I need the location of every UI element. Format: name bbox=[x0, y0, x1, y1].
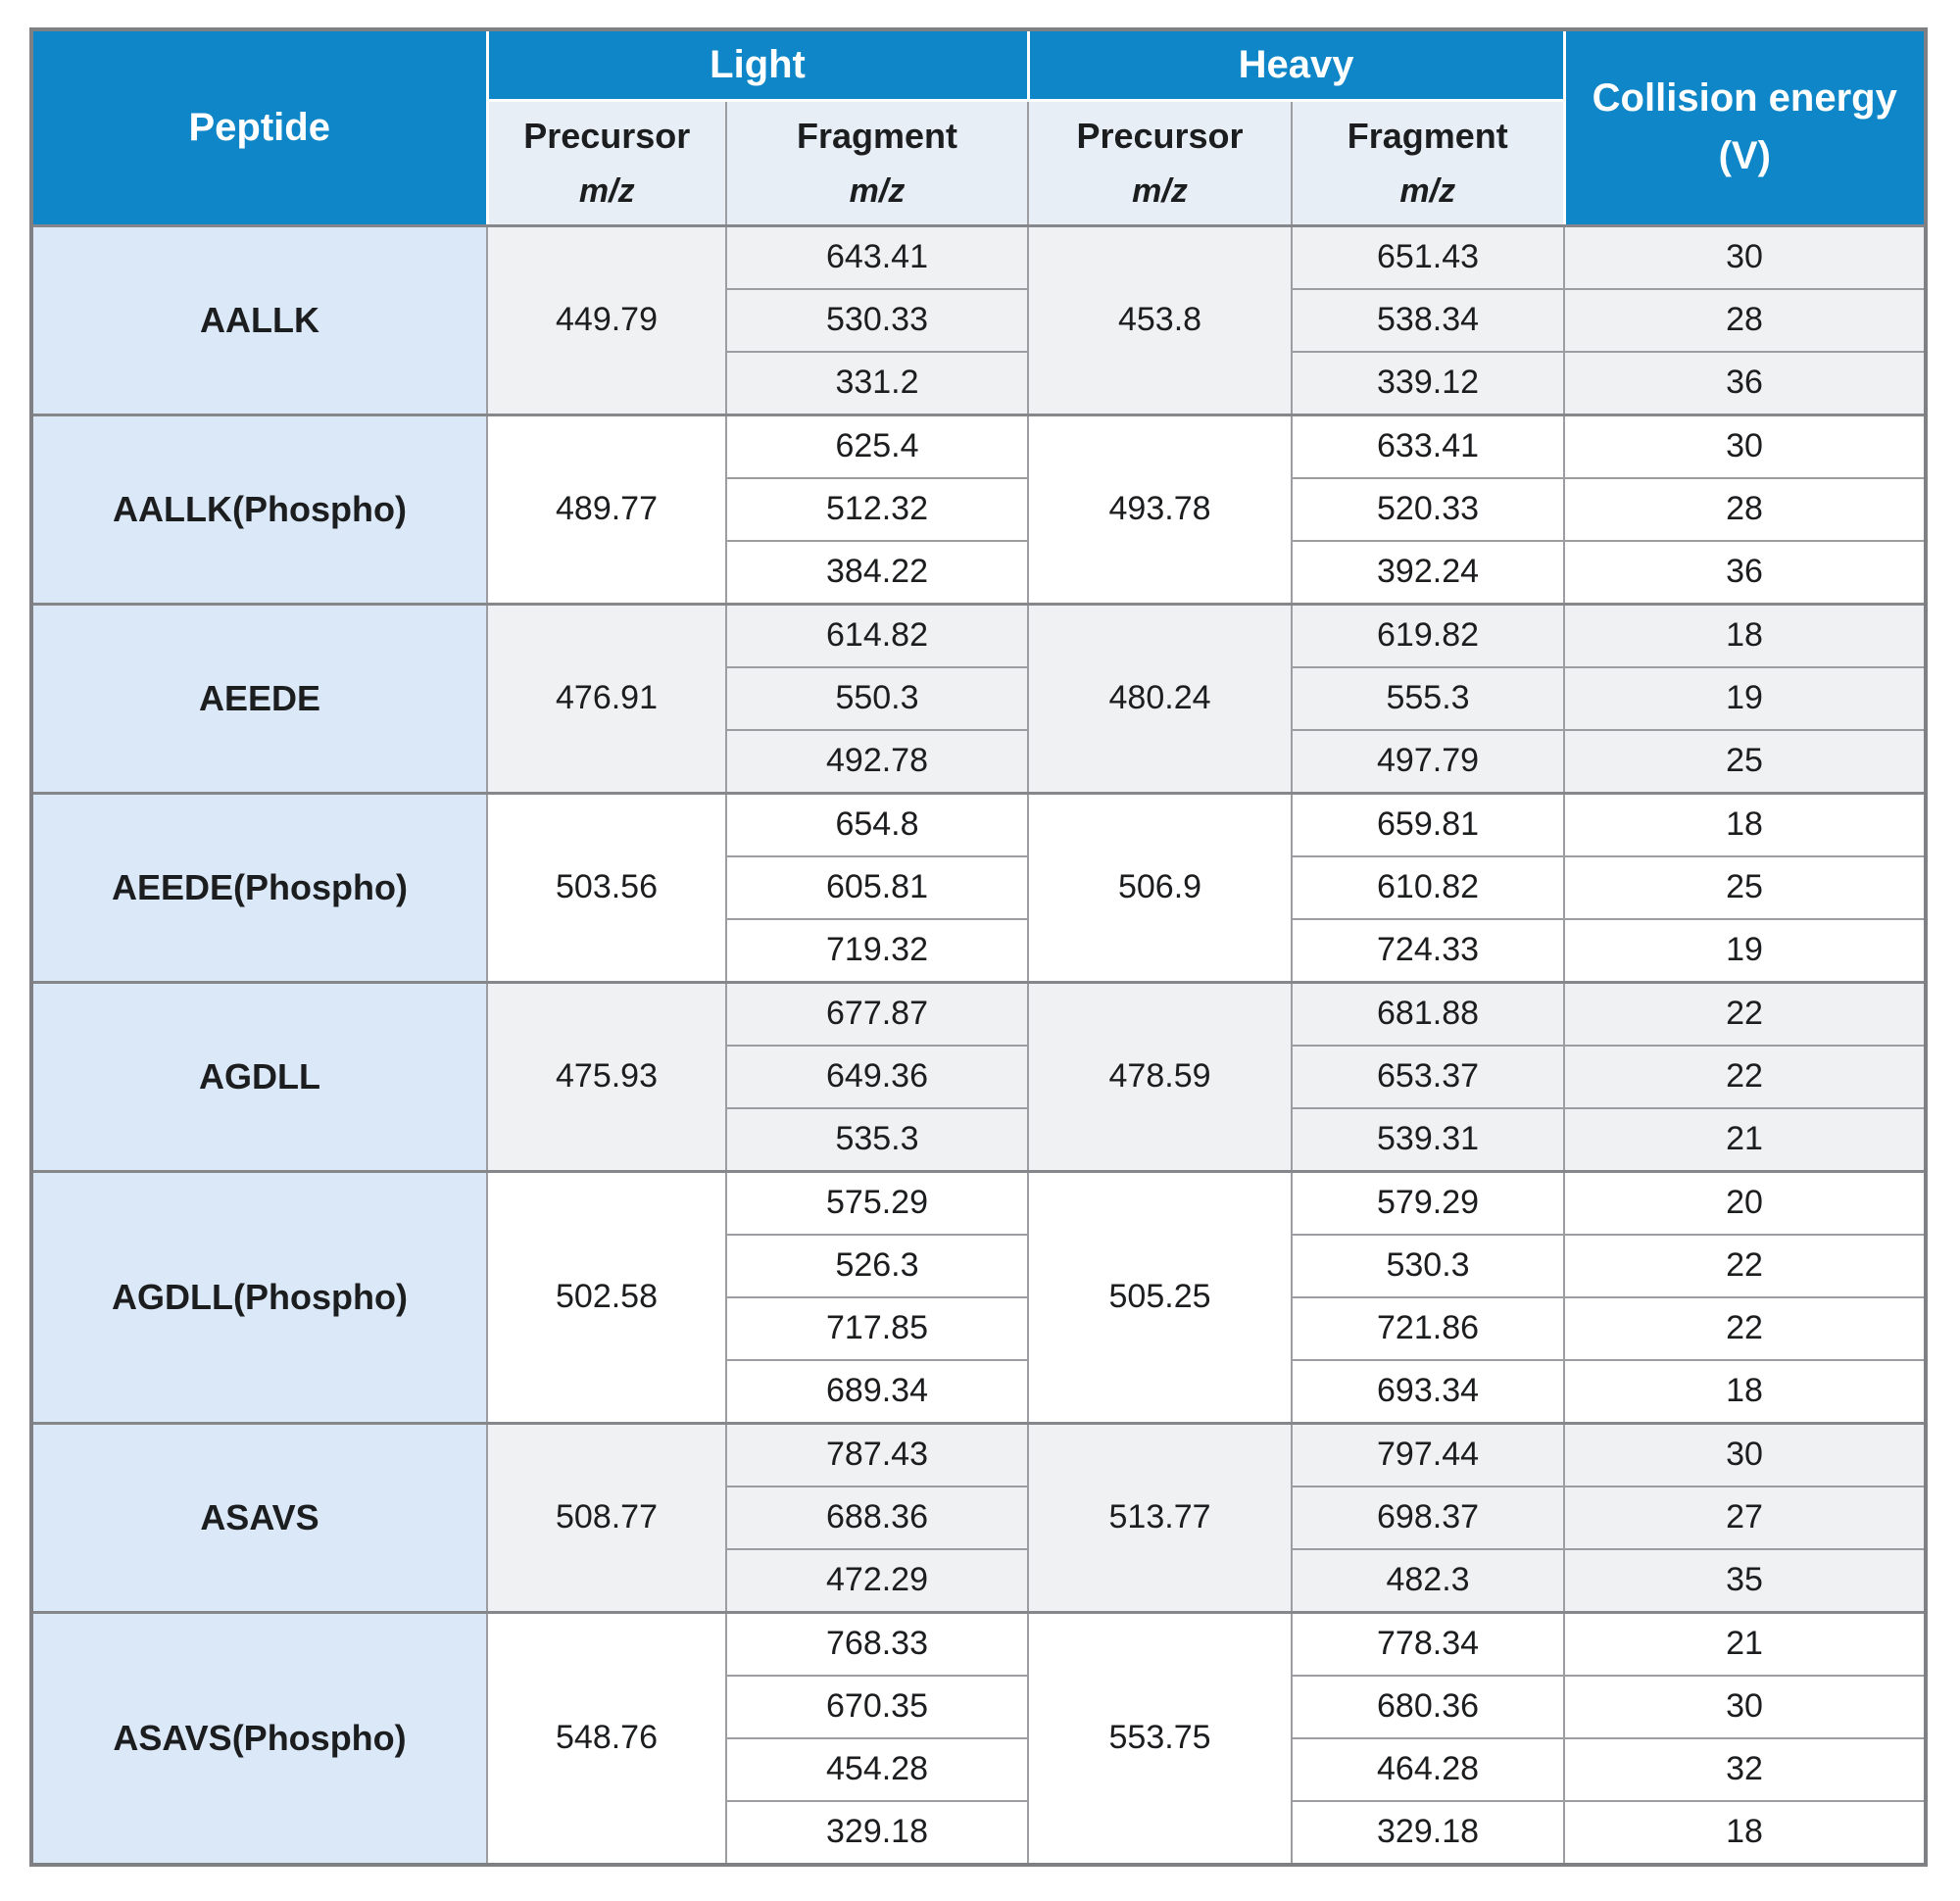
heavy-fragment-cell: 339.12 bbox=[1292, 352, 1564, 415]
heavy-fragment-cell: 464.28 bbox=[1292, 1738, 1564, 1801]
precursor-label: Precursor bbox=[1076, 115, 1244, 156]
light-fragment-cell: 688.36 bbox=[726, 1487, 1028, 1549]
light-precursor-cell: 489.77 bbox=[487, 414, 726, 604]
light-fragment-cell: 512.32 bbox=[726, 478, 1028, 541]
heavy-precursor-cell: 453.8 bbox=[1028, 225, 1292, 414]
mz-label: m/z bbox=[849, 171, 906, 210]
light-fragment-cell: 384.22 bbox=[726, 541, 1028, 605]
table-row bbox=[31, 982, 1926, 1046]
collision-energy-cell: 28 bbox=[1564, 289, 1926, 352]
collision-energy-cell: 30 bbox=[1564, 414, 1926, 478]
collision-energy-cell: 25 bbox=[1564, 730, 1926, 794]
collision-energy-cell: 32 bbox=[1564, 1738, 1926, 1801]
collision-energy-cell: 30 bbox=[1564, 225, 1926, 289]
light-precursor-cell: 508.77 bbox=[487, 1423, 726, 1612]
mz-label: m/z bbox=[1399, 171, 1456, 210]
transition-table bbox=[29, 27, 1928, 1867]
mz-label: m/z bbox=[578, 171, 635, 210]
table-row bbox=[31, 1423, 1926, 1487]
light-fragment-cell: 530.33 bbox=[726, 289, 1028, 352]
heavy-fragment-cell: 392.24 bbox=[1292, 541, 1564, 605]
collision-energy-cell: 27 bbox=[1564, 1487, 1926, 1549]
light-fragment-cell: 614.82 bbox=[726, 604, 1028, 667]
precursor-label: Precursor bbox=[523, 115, 691, 156]
collision-energy-cell: 22 bbox=[1564, 982, 1926, 1046]
collision-energy-cell: 21 bbox=[1564, 1108, 1926, 1172]
table-row bbox=[31, 1612, 1926, 1676]
light-fragment-cell: 643.41 bbox=[726, 225, 1028, 289]
subheader-light-fragment bbox=[726, 100, 1028, 225]
collision-energy-cell: 21 bbox=[1564, 1612, 1926, 1676]
fragment-label: Fragment bbox=[1347, 115, 1508, 156]
collision-energy-cell: 30 bbox=[1564, 1676, 1926, 1738]
peptide-cell: AEEDE(Phospho) bbox=[31, 793, 487, 982]
heavy-fragment-cell: 698.37 bbox=[1292, 1487, 1564, 1549]
collision-energy-cell: 22 bbox=[1564, 1297, 1926, 1360]
collision-energy-cell: 28 bbox=[1564, 478, 1926, 541]
peptide-cell: AGDLL bbox=[31, 982, 487, 1171]
light-fragment-cell: 329.18 bbox=[726, 1801, 1028, 1865]
heavy-precursor-cell: 493.78 bbox=[1028, 414, 1292, 604]
light-precursor-cell: 548.76 bbox=[487, 1612, 726, 1865]
peptide-cell: AEEDE bbox=[31, 604, 487, 793]
heavy-fragment-cell: 681.88 bbox=[1292, 982, 1564, 1046]
heavy-fragment-cell: 555.3 bbox=[1292, 667, 1564, 730]
peptide-cell: ASAVS bbox=[31, 1423, 487, 1612]
collision-energy-cell: 36 bbox=[1564, 541, 1926, 605]
light-fragment-cell: 689.34 bbox=[726, 1360, 1028, 1424]
table-row bbox=[31, 1171, 1926, 1235]
heavy-fragment-cell: 778.34 bbox=[1292, 1612, 1564, 1676]
collision-energy-cell: 36 bbox=[1564, 352, 1926, 415]
collision-energy-cell: 18 bbox=[1564, 604, 1926, 667]
collision-energy-cell: 19 bbox=[1564, 919, 1926, 983]
heavy-precursor-cell: 513.77 bbox=[1028, 1423, 1292, 1612]
collision-energy-cell: 22 bbox=[1564, 1235, 1926, 1297]
light-fragment-cell: 677.87 bbox=[726, 982, 1028, 1046]
header-peptide: Peptide bbox=[31, 29, 487, 225]
collision-energy-label-line1: Collision energy bbox=[1592, 76, 1897, 121]
light-fragment-cell: 454.28 bbox=[726, 1738, 1028, 1801]
light-fragment-cell: 717.85 bbox=[726, 1297, 1028, 1360]
light-fragment-cell: 535.3 bbox=[726, 1108, 1028, 1172]
heavy-precursor-cell: 505.25 bbox=[1028, 1171, 1292, 1423]
collision-energy-cell: 25 bbox=[1564, 856, 1926, 919]
heavy-fragment-cell: 680.36 bbox=[1292, 1676, 1564, 1738]
heavy-fragment-cell: 329.18 bbox=[1292, 1801, 1564, 1865]
light-fragment-cell: 550.3 bbox=[726, 667, 1028, 730]
light-fragment-cell: 605.81 bbox=[726, 856, 1028, 919]
collision-energy-cell: 20 bbox=[1564, 1171, 1926, 1235]
collision-energy-cell: 18 bbox=[1564, 1801, 1926, 1865]
heavy-fragment-cell: 539.31 bbox=[1292, 1108, 1564, 1172]
table-row bbox=[31, 604, 1926, 667]
heavy-fragment-cell: 693.34 bbox=[1292, 1360, 1564, 1424]
peptide-cell: AGDLL(Phospho) bbox=[31, 1171, 487, 1423]
heavy-fragment-cell: 610.82 bbox=[1292, 856, 1564, 919]
heavy-fragment-cell: 497.79 bbox=[1292, 730, 1564, 794]
collision-energy-cell: 22 bbox=[1564, 1046, 1926, 1108]
mz-label: m/z bbox=[1132, 171, 1188, 210]
subheader-heavy-fragment bbox=[1292, 100, 1564, 225]
light-fragment-cell: 625.4 bbox=[726, 414, 1028, 478]
heavy-fragment-cell: 797.44 bbox=[1292, 1423, 1564, 1487]
heavy-fragment-cell: 724.33 bbox=[1292, 919, 1564, 983]
peptide-cell: AALLK bbox=[31, 225, 487, 414]
heavy-fragment-cell: 619.82 bbox=[1292, 604, 1564, 667]
header-heavy: Heavy bbox=[1028, 29, 1564, 100]
light-precursor-cell: 449.79 bbox=[487, 225, 726, 414]
collision-energy-cell: 35 bbox=[1564, 1549, 1926, 1613]
subheader-heavy-precursor bbox=[1028, 100, 1292, 225]
collision-energy-cell: 19 bbox=[1564, 667, 1926, 730]
peptide-cell: AALLK(Phospho) bbox=[31, 414, 487, 604]
light-precursor-cell: 475.93 bbox=[487, 982, 726, 1171]
light-precursor-cell: 476.91 bbox=[487, 604, 726, 793]
light-fragment-cell: 649.36 bbox=[726, 1046, 1028, 1108]
header-light: Light bbox=[487, 29, 1028, 100]
header-collision-energy bbox=[1564, 29, 1926, 225]
header-row-1 bbox=[31, 29, 1926, 100]
collision-energy-cell: 18 bbox=[1564, 1360, 1926, 1424]
light-fragment-cell: 787.43 bbox=[726, 1423, 1028, 1487]
fragment-label: Fragment bbox=[796, 115, 958, 156]
collision-energy-cell: 30 bbox=[1564, 1423, 1926, 1487]
light-fragment-cell: 331.2 bbox=[726, 352, 1028, 415]
table-row bbox=[31, 793, 1926, 856]
heavy-fragment-cell: 721.86 bbox=[1292, 1297, 1564, 1360]
light-fragment-cell: 575.29 bbox=[726, 1171, 1028, 1235]
collision-energy-label-line2: (V) bbox=[1718, 134, 1771, 178]
heavy-fragment-cell: 520.33 bbox=[1292, 478, 1564, 541]
heavy-precursor-cell: 506.9 bbox=[1028, 793, 1292, 982]
heavy-fragment-cell: 530.3 bbox=[1292, 1235, 1564, 1297]
light-precursor-cell: 502.58 bbox=[487, 1171, 726, 1423]
heavy-fragment-cell: 579.29 bbox=[1292, 1171, 1564, 1235]
peptide-cell: ASAVS(Phospho) bbox=[31, 1612, 487, 1865]
light-fragment-cell: 768.33 bbox=[726, 1612, 1028, 1676]
heavy-precursor-cell: 480.24 bbox=[1028, 604, 1292, 793]
heavy-fragment-cell: 651.43 bbox=[1292, 225, 1564, 289]
light-fragment-cell: 472.29 bbox=[726, 1549, 1028, 1613]
table-row bbox=[31, 414, 1926, 478]
light-fragment-cell: 719.32 bbox=[726, 919, 1028, 983]
heavy-fragment-cell: 633.41 bbox=[1292, 414, 1564, 478]
table-row bbox=[31, 225, 1926, 289]
light-fragment-cell: 670.35 bbox=[726, 1676, 1028, 1738]
light-fragment-cell: 492.78 bbox=[726, 730, 1028, 794]
light-precursor-cell: 503.56 bbox=[487, 793, 726, 982]
heavy-fragment-cell: 482.3 bbox=[1292, 1549, 1564, 1613]
light-fragment-cell: 526.3 bbox=[726, 1235, 1028, 1297]
collision-energy-cell: 18 bbox=[1564, 793, 1926, 856]
light-fragment-cell: 654.8 bbox=[726, 793, 1028, 856]
heavy-fragment-cell: 659.81 bbox=[1292, 793, 1564, 856]
subheader-light-precursor bbox=[487, 100, 726, 225]
heavy-precursor-cell: 478.59 bbox=[1028, 982, 1292, 1171]
heavy-fragment-cell: 653.37 bbox=[1292, 1046, 1564, 1108]
heavy-precursor-cell: 553.75 bbox=[1028, 1612, 1292, 1865]
heavy-fragment-cell: 538.34 bbox=[1292, 289, 1564, 352]
